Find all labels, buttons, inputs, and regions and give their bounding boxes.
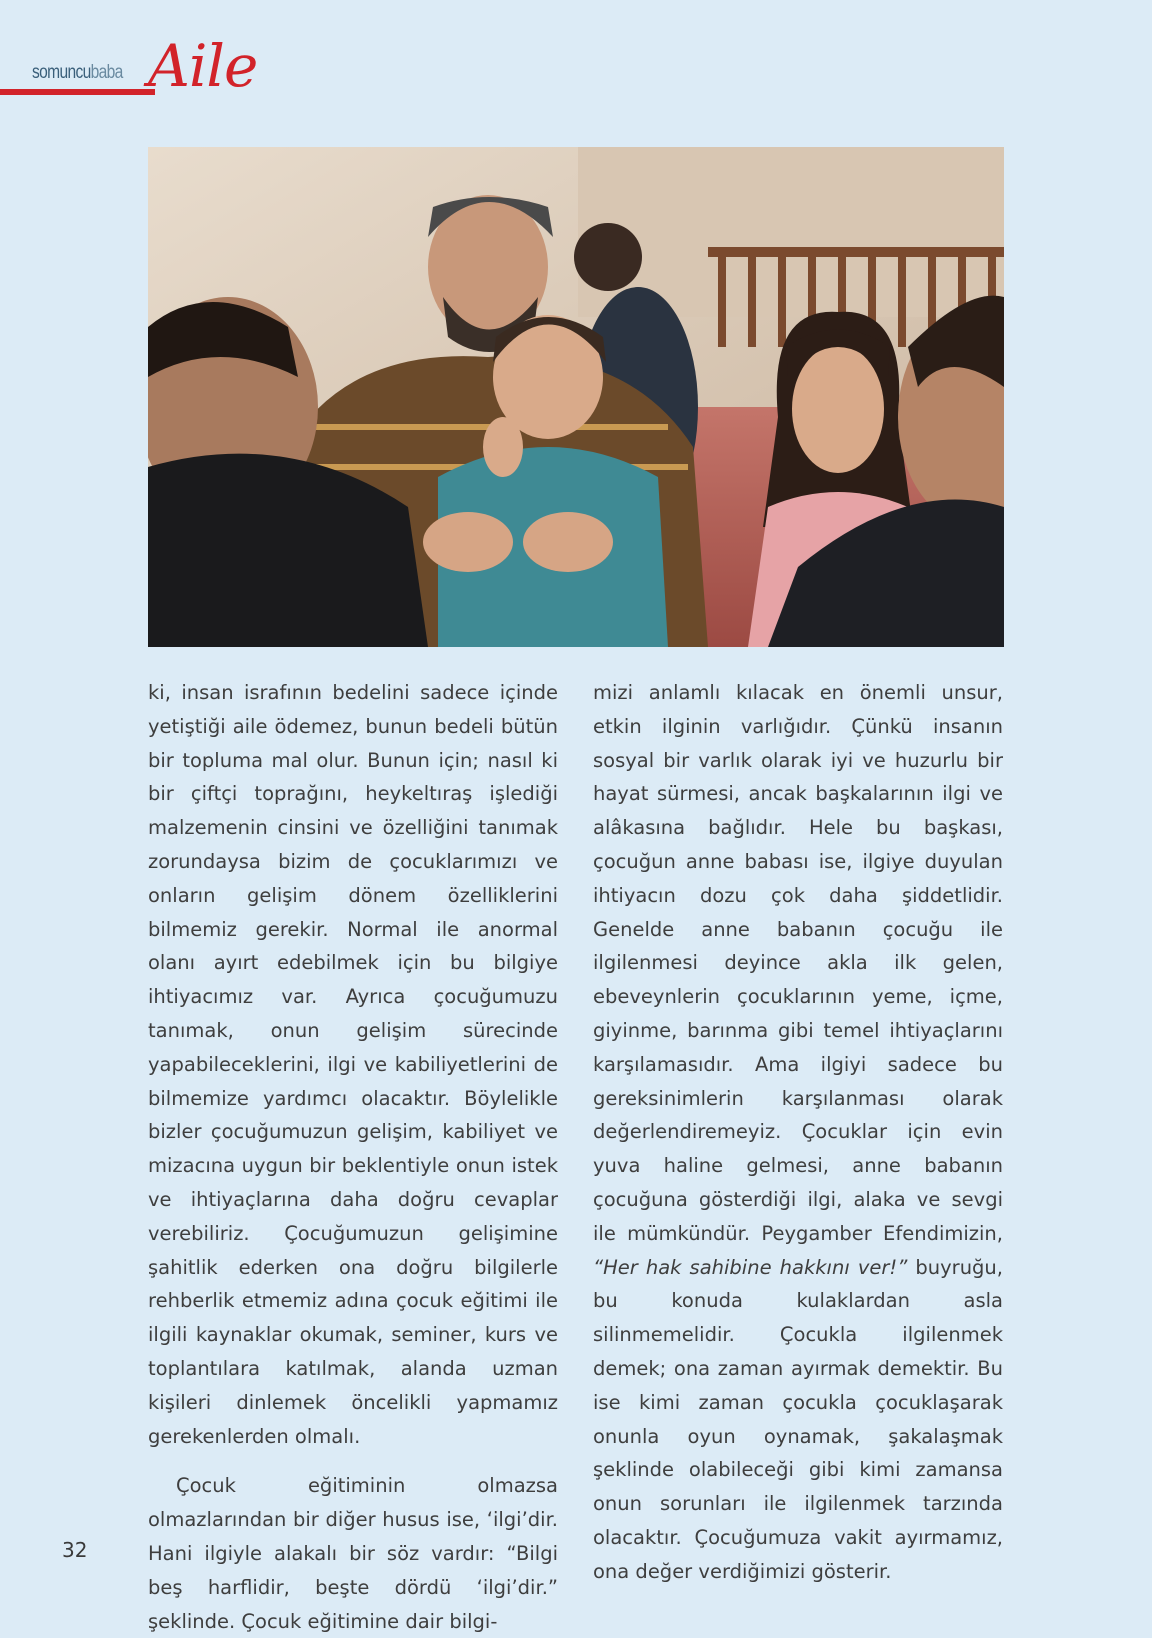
paragraph-1: ki, insan israfının bedelini sadece içinde yetiştiği aile ödemez, bunun bedeli bütün bir topluma mal olur. Bunun için; nasıl ki bir çiftçi toprağını, heykeltıraş işlediği malzemenin cinsini ve özelliğini tanımak zorundaysa bizim de çocuklarımızı ve onların gelişim dönem özelliklerini bilmemiz gerekir. Normal ile anormal olanı ayırt edebilmek için bu bilgiye ihtiyacımız var. Ayrıca çocuğumuzu tanımak, onun gelişim sürecinde yapabileceklerini, ilgi ve kabiliyetlerini de bilmemize yardımcı olacaktır. Böylelikle bizler çocuğumuzun gelişim, kabiliyet ve mizacına uygun bir beklentiyle onun istek ve ihtiyaçlarına daha doğru cevaplar verebiliriz. Çocuğumuzun gelişimine şahitlik ederken ona doğru bilgilerle rehberlik etmemiz adına çocuk eğitimi ile ilgili kaynaklar okumak, seminer, kurs ve toplantılara katılmak, alanda uzman kişileri dinlemek öncelikli yapmamız gerekenlerden olmalı. <box>148 681 558 1448</box>
logo-red-bar <box>0 89 155 95</box>
paragraph-3-start: mizi anlamlı kılacak en önemli unsur, etkin ilginin varlığıdır. Çünkü insanın sosyal bir varlık olarak iyi ve huzurlu bir hayat sürmesi, ancak başkalarının ilgi ve alâkasına bağlıdır. Hele bu başkası, çocuğun anne babası ise, ilgiye duyulan ihtiyacın dozu çok daha şiddetlidir. Genelde anne babanın çocuğu ile ilgilenmesi deyince akla ilk gelen, ebeveynlerin çocuklarının yeme, içme, giyinme, barınma gibi temel ihtiyaçlarını karşılamasıdır. Ama ilgiyi sadece bu gereksinimlerin karşılanması olarak değerlendiremeyiz. Çocuklar için evin yuva haline gelmesi, anne babanın çocuğuna gösterdiği ilgi, alaka ve sevgi ile mümkündür. Peygamber Efendimizin, <box>593 681 1003 1245</box>
page-number: 32 <box>62 1538 88 1562</box>
paragraph-3 <box>593 676 1003 1589</box>
article-column-right <box>593 676 1003 1589</box>
magazine-name <box>32 62 123 84</box>
magazine-logo <box>0 32 260 108</box>
magazine-name-part2: baba <box>90 62 123 83</box>
article-photo <box>148 147 1004 647</box>
paragraph-3-end: buyruğu, bu konuda kulaklardan asla silinmemelidir. Çocukla ilgilenmek demek; ona zaman ayırmak demektir. Bu ise kimi zaman çocukla çocuklaşarak onunla oyun oynamak, şakalaşmak şeklinde olabileceği gibi kimi zamansa onun sorunları ile ilgilenmek tarzında olacaktır. Çocuğumuza vakit ayırmamız, ona değer verdiğimizi gösterir. <box>593 1255 1003 1583</box>
article-column-left <box>148 676 558 1638</box>
photo-family-praying-icon <box>148 147 1004 647</box>
hadith-quote: “Her hak sahibine hakkını ver!” <box>593 1255 908 1279</box>
magazine-name-part1: somuncu <box>32 62 91 83</box>
paragraph-2: Çocuk eğitiminin olmazsa olmazlarından bir diğer husus ise, ‘ilgi’dir. Hani ilgiyle alakalı bir söz vardır: “Bilgi beş harflidir, beşte dördü ‘ilgi’dir.” şeklinde. Çocuk eğitimine dair bilgi- <box>148 1474 558 1633</box>
section-title: Aile <box>148 32 258 100</box>
